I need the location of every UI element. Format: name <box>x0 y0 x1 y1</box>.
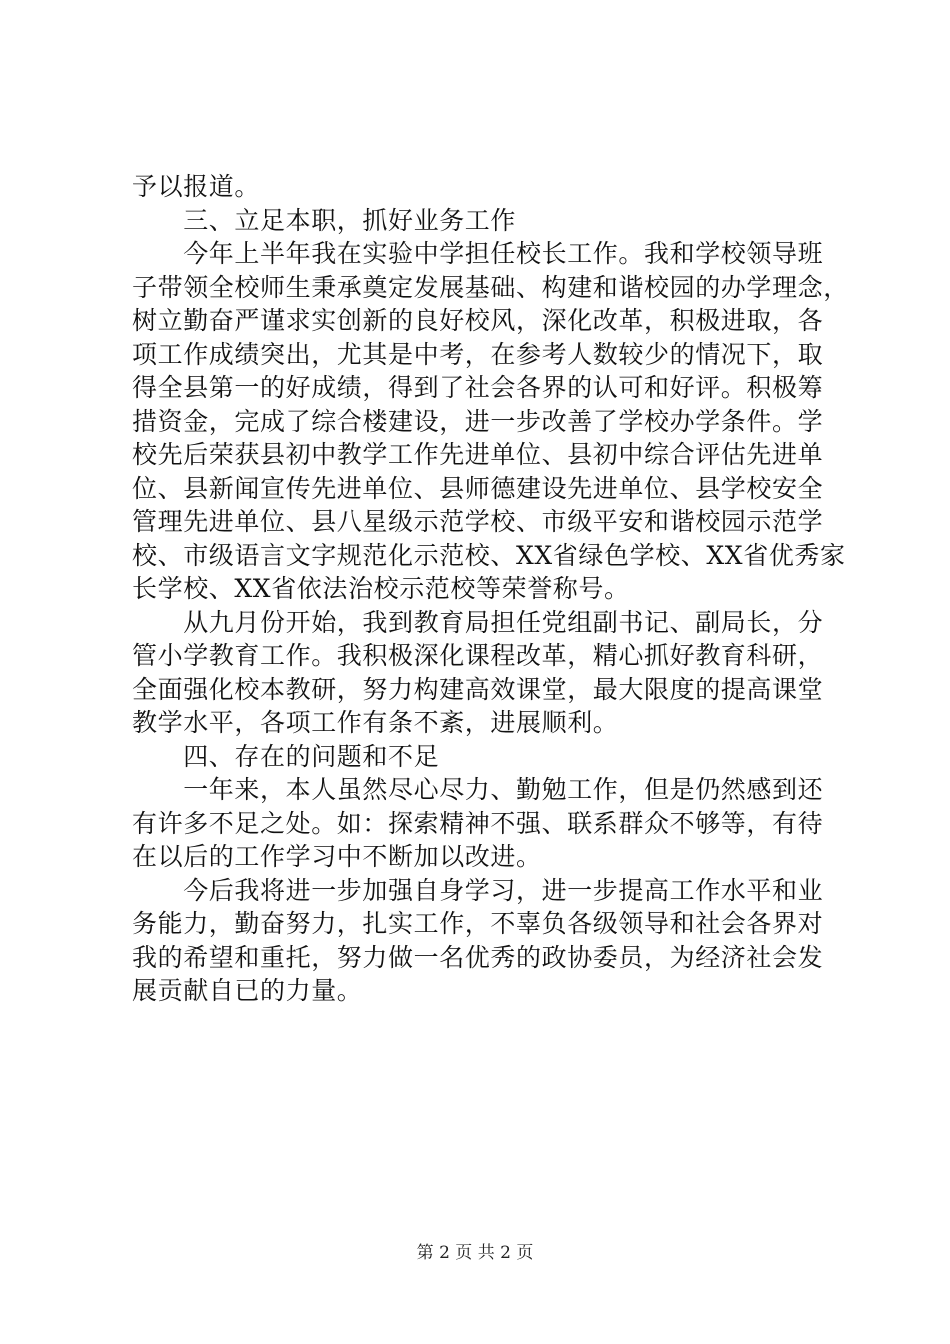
text-line: 教学水平，各项工作有条不紊，进展顺利。 <box>132 708 619 737</box>
page-number-footer: 第 2 页 共 2 页 <box>416 1243 534 1263</box>
text-line: 项工作成绩突出，尤其是中考，在参考人数较少的情况下，取 <box>132 339 824 369</box>
text-line: 长学校、XX省依法治校示范校等荣誉称号。 <box>132 574 630 603</box>
text-line: 一年来，本人虽然尽心尽力、勤勉工作，但是仍然感到还 <box>132 775 824 804</box>
text-line: 有许多不足之处。如：探索精神不强、联系群众不够等，有待 <box>132 808 824 838</box>
text-line: 在以后的工作学习中不断加以改进。 <box>132 842 542 871</box>
text-line: 从九月份开始，我到教育局担任党组副书记、副局长，分 <box>132 607 824 637</box>
document-body <box>132 170 849 1008</box>
text-line: 予以报道。 <box>132 172 261 201</box>
text-line: 位、县新闻宣传先进单位、县师德建设先进单位、县学校安全 <box>132 473 824 503</box>
text-line: 校、市级语言文字规范化示范校、XX省绿色学校、XX省优秀家 <box>132 540 846 570</box>
text-line: 今年上半年我在实验中学担任校长工作。我和学校领导班 <box>132 239 824 268</box>
section-heading-3: 三、立足本职，抓好业务工作 <box>132 205 517 235</box>
text-line: 子带领全校师生秉承奠定发展基础、构建和谐校园的办学理念， <box>132 272 849 302</box>
text-line: 校先后荣获县初中教学工作先进单位、县初中综合评估先进单 <box>132 440 824 469</box>
text-line: 全面强化校本教研，努力构建高效课堂，最大限度的提高课堂 <box>132 674 824 704</box>
text-line: 措资金，完成了综合楼建设，进一步改善了学校办学条件。学 <box>132 406 824 436</box>
text-line: 管理先进单位、县八星级示范学校、市级平安和谐校园示范学 <box>132 507 824 536</box>
text-line: 我的希望和重托，努力做一名优秀的政协委员，为经济社会发 <box>132 942 824 972</box>
section-heading-4: 四、存在的问题和不足 <box>132 741 440 771</box>
text-line: 展贡献自已的力量。 <box>132 976 363 1005</box>
text-line: 树立勤奋严谨求实创新的良好校风，深化改革，积极进取，各 <box>132 306 824 335</box>
text-line: 管小学教育工作。我积极深化课程改革，精心抓好教育科研， <box>132 641 824 670</box>
text-line: 今后我将进一步加强自身学习，进一步提高工作水平和业 <box>132 875 824 905</box>
text-line: 务能力，勤奋努力，扎实工作，不辜负各级领导和社会各界对 <box>132 909 824 938</box>
text-line: 得全县第一的好成绩，得到了社会各界的认可和好评。积极筹 <box>132 373 824 402</box>
